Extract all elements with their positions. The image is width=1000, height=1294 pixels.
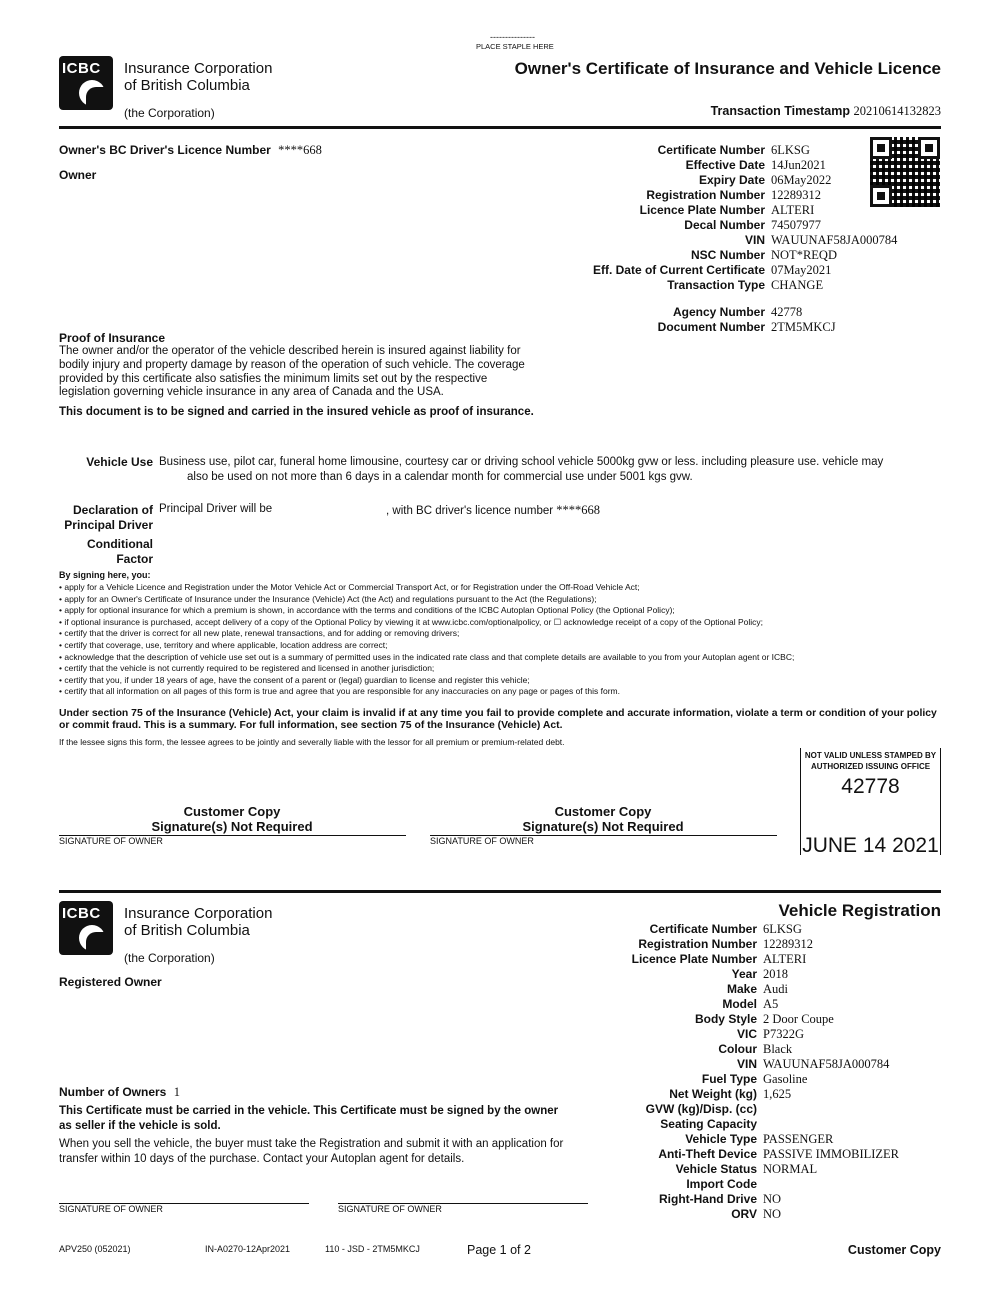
- field-row: [591, 952, 899, 967]
- field-label: VIN: [744, 233, 765, 247]
- stamp-label: [801, 750, 940, 772]
- bullet-text: acknowledge that the description of vehicle use set out is a summary of permitted uses in the indicated rate class and that complete details are available to you from your Autoplan agent or ICBC;: [64, 651, 795, 662]
- owner-label: Owner: [59, 168, 97, 182]
- signing-bullet: • apply for optional insurance for which a premium is shown, in accordance with the terms and conditions of the ICBC Autoplan Optional Policy (the Optional Policy);: [59, 605, 675, 616]
- signature-owner-1: SIGNATURE OF OWNER: [59, 836, 163, 846]
- bullet-text: certify that all information on all pages of this form is true and agree that you are responsible for any inaccuracies on any page or pages of this form.: [64, 686, 620, 697]
- field-row: [591, 1042, 899, 1057]
- field-label: Net Weight (kg): [669, 1087, 757, 1101]
- field-value: 12289312: [771, 188, 821, 202]
- corp-name-2: of British Columbia: [124, 77, 250, 94]
- field-label: Effective Date: [685, 158, 765, 172]
- field-row: [565, 143, 897, 158]
- vehicle-use-line: Business use, pilot car, funeral home limousine, courtesy car or driving school vehicle 5000kg gvw or less. including pleasure use. vehicle may: [159, 456, 884, 468]
- field-value: 1,625: [763, 1087, 792, 1101]
- field-value: NORMAL: [763, 1162, 818, 1176]
- field-row: [565, 173, 897, 188]
- carry-text: This Certificate must be carried in the vehicle. This Certificate must be signed by the owner as seller if the vehicle is sold.: [59, 1105, 559, 1132]
- field-value: PASSENGER: [763, 1132, 834, 1146]
- field-row: [565, 188, 897, 203]
- field-value: 74507977: [771, 218, 821, 232]
- conditional-label-1: Conditional: [87, 537, 153, 551]
- corp-name-1: Insurance Corporation: [124, 905, 273, 922]
- field-label: Vehicle Type: [685, 1132, 757, 1146]
- field-label: Colour: [718, 1042, 757, 1056]
- proof-line: bodily injury and property damage by reason of the operation of such vehicle. The coverage: [59, 358, 525, 371]
- customer-copy-1: [59, 804, 405, 834]
- field-label: Seating Capacity: [660, 1117, 757, 1131]
- field-label: Vehicle Status: [675, 1162, 757, 1176]
- bullet-text: if optional insurance is purchased, accept delivery of a copy of the Optional Policy by viewing it at www.icbc.com/optionalpolicy, or ☐ acknowledge receipt of a copy of the Optional Policy;: [64, 616, 764, 627]
- staple-label: PLACE STAPLE HERE: [476, 42, 554, 51]
- logo-text: ICBC: [62, 905, 101, 922]
- licence-value: ****668: [278, 143, 322, 157]
- proof-bold: This document is to be signed and carried in the insured vehicle as proof of insurance.: [59, 406, 534, 418]
- footer-copy: Customer Copy: [847, 1243, 941, 1257]
- signing-title: By signing here, you:: [59, 570, 151, 580]
- signature-not-required-label: Signature(s) Not Required: [151, 819, 313, 834]
- field-row: [591, 982, 899, 997]
- field-value: 42778: [771, 305, 803, 319]
- field-row: [591, 1027, 899, 1042]
- timestamp: [711, 104, 941, 119]
- field-row: [565, 305, 836, 320]
- icbc-logo-2: [59, 901, 113, 955]
- declaration-text: [159, 503, 272, 515]
- signature-not-required-label: Signature(s) Not Required: [522, 819, 684, 834]
- corp-sub: (the Corporation): [124, 951, 215, 965]
- field-label: Eff. Date of Current Certificate: [592, 263, 765, 277]
- field-label: GVW (kg)/Disp. (cc): [645, 1102, 757, 1116]
- field-value: A5: [763, 997, 779, 1011]
- field-row: [591, 1192, 899, 1207]
- stamp-date: JUNE 14 2021: [802, 834, 939, 857]
- customer-copy-2: [430, 804, 776, 834]
- signing-bullet: • certify that you, if under 18 years of age, have the consent of a parent or (legal) guardian to license and register this vehicle;: [59, 674, 530, 685]
- bullet-text: apply for a Vehicle Licence and Registration under the Motor Vehicle Act or Commercial Transport Act, or for Registration under the Off-Road Vehicle Act;: [64, 582, 640, 592]
- field-label: Registration Number: [646, 188, 765, 202]
- registration-title: Vehicle Registration: [778, 901, 941, 920]
- signing-bullet: • if optional insurance is purchased, accept delivery of a copy of the Optional Policy by viewing it at www.icbc.com/optionalpolicy, or ☐ acknowledge receipt of a copy of the Optional Policy;: [59, 616, 764, 627]
- field-value: ALTERI: [763, 952, 807, 966]
- corp-name-2: of British Columbia: [124, 922, 250, 939]
- conditional-factor-label: [59, 537, 153, 566]
- reg-signature-owner-1: SIGNATURE OF OWNER: [59, 1204, 163, 1214]
- field-row: [591, 1087, 899, 1102]
- signing-bullet: • apply for an Owner's Certificate of Insurance under the Insurance (Vehicle) Act (the Act) and regulations pursuant to the Act (the Regulations);: [59, 593, 597, 604]
- field-value: NO: [763, 1207, 782, 1221]
- field-row: [591, 1117, 899, 1132]
- owners-value: 1: [173, 1085, 180, 1099]
- bullet-text: apply for an Owner's Certificate of Insurance under the Insurance (Vehicle) Act (the Act) and regulations pursuant to the Act (the Regulations);: [64, 593, 597, 604]
- certificate-title: Owner's Certificate of Insurance and Vehicle Licence: [514, 59, 941, 78]
- field-value: 12289312: [763, 937, 813, 951]
- field-label: NSC Number: [690, 248, 765, 262]
- stamp-label-2: AUTHORIZED ISSUING OFFICE: [810, 762, 931, 771]
- field-row: [591, 1072, 899, 1087]
- field-row: [591, 1132, 899, 1147]
- bullet-text: certify that the vehicle is not currently required to be registered and licensed in another jurisdiction;: [64, 663, 435, 674]
- field-label: Import Code: [686, 1177, 757, 1191]
- proof-line: The owner and/or the operator of the vehicle described herein is insured against liability for: [59, 345, 521, 357]
- customer-copy-label: Customer Copy: [554, 804, 652, 819]
- agency-fields: [565, 305, 836, 335]
- corp-sub: (the Corporation): [124, 106, 215, 120]
- footer-form: APV250 (052021): [59, 1244, 131, 1254]
- signing-bullets: [59, 582, 794, 698]
- field-label: Decal Number: [684, 218, 765, 232]
- owners-label: Number of Owners: [59, 1085, 167, 1099]
- field-label: Year: [731, 967, 757, 981]
- registered-owner-label: Registered Owner: [59, 975, 162, 989]
- signing-bullet: • certify that coverage, use, territory and where applicable, location address are correct;: [59, 639, 388, 650]
- bullet-text: certify that the driver is correct for all new plate, renewal transactions, and for adding or removing drivers;: [64, 628, 460, 639]
- licence-number: [59, 143, 322, 158]
- field-label: ORV: [731, 1207, 757, 1221]
- stamp-label-1: NOT VALID UNLESS STAMPED BY: [804, 751, 937, 760]
- footer-code: IN-A0270-12Apr2021: [205, 1244, 291, 1254]
- signing-bullet: • certify that all information on all pages of this form is true and agree that you are responsible for any inaccuracies on any page or pages of this form.: [59, 686, 620, 697]
- field-label: VIN: [736, 1057, 757, 1071]
- section-75-text: Under section 75 of the Insurance (Vehicle) Act, your claim is invalid if at any time you fail to provide complete and accurate information, violate a term or condition of your policy or commit fraud. This is a summary. For full information, see section 75 of the Insurance (Vehicle) Act.: [59, 708, 937, 731]
- signature-owner-2: SIGNATURE OF OWNER: [430, 836, 534, 846]
- sell-text: When you sell the vehicle, the buyer must take the Registration and submit it with an application for transfer within 10 days of the purchase. Contact your Autoplan agent for details.: [59, 1138, 564, 1165]
- proof-title: Proof of Insurance: [59, 331, 166, 345]
- signing-bullet: • apply for a Vehicle Licence and Registration under the Motor Vehicle Act or Commercial Transport Act, or for Registration under the Off-Road Vehicle Act;: [59, 582, 640, 592]
- field-label: Fuel Type: [701, 1072, 757, 1086]
- field-value: 2 Door Coupe: [763, 1012, 834, 1026]
- footer-page: Page 1 of 2: [467, 1243, 531, 1257]
- signing-bullet: • acknowledge that the description of vehicle use set out is a summary of permitted uses in the indicated rate class and that complete details are available to you from your Autoplan agent or ICBC;: [59, 651, 795, 662]
- field-label: Right-Hand Drive: [658, 1192, 757, 1206]
- footer-ref: 110 - JSD - 2TM5MKCJ: [325, 1244, 420, 1254]
- field-value: 14Jun2021: [771, 158, 826, 172]
- field-row: [591, 1162, 899, 1177]
- field-row: [565, 248, 897, 263]
- field-row: [565, 263, 897, 278]
- licence-label: Owner's BC Driver's Licence Number: [59, 143, 271, 157]
- field-row: [591, 997, 899, 1012]
- field-row: [591, 922, 899, 937]
- field-value: Gasoline: [763, 1072, 808, 1086]
- field-label: Make: [726, 982, 757, 996]
- declaration-label-2: Principal Driver: [64, 517, 153, 532]
- qr-code: [870, 137, 940, 207]
- field-label: Transaction Type: [667, 278, 765, 292]
- field-label: Body Style: [694, 1012, 757, 1026]
- vehicle-use-label: Vehicle Use: [86, 455, 153, 469]
- field-value: P7322G: [763, 1027, 804, 1041]
- field-label: Certificate Number: [649, 922, 757, 936]
- field-label: Expiry Date: [698, 173, 765, 187]
- declaration-label-1: Declaration of: [72, 503, 153, 517]
- proof-line: provided by this certificate also satisfies the minimum limits set out by the respective: [59, 372, 488, 385]
- field-label: Anti-Theft Device: [658, 1147, 757, 1161]
- number-of-owners: [59, 1085, 180, 1100]
- field-value: Audi: [763, 982, 788, 996]
- bullet-text: certify that coverage, use, territory and where applicable, location address are correct;: [64, 639, 388, 650]
- field-row: [565, 218, 897, 233]
- timestamp-value: 20210614132823: [853, 104, 941, 118]
- top-rule: [59, 126, 941, 129]
- field-row: [591, 937, 899, 952]
- field-value: WAUUNAF58JA000784: [771, 233, 898, 247]
- proof-text: [59, 345, 525, 400]
- field-value: 6LKSG: [771, 143, 810, 157]
- field-row: [591, 1012, 899, 1027]
- field-value: ALTERI: [771, 203, 815, 217]
- field-label: Agency Number: [672, 305, 765, 319]
- vehicle-use-line: also be used on not more than 6 days in a calendar month for commercial use under 5001 kgs gvw.: [187, 470, 693, 483]
- declaration-licence-label: , with BC driver's licence number: [386, 505, 554, 517]
- lessee-text: If the lessee signs this form, the lessee agrees to be jointly and severally liable with the lessor for all premium or premium-related debt.: [59, 737, 565, 747]
- customer-copy-label: Customer Copy: [183, 804, 281, 819]
- stamp-right-border: [940, 748, 941, 855]
- bullet-text: apply for optional insurance for which a premium is shown, in accordance with the terms and conditions of the ICBC Autoplan Optional Policy (the Optional Policy);: [64, 605, 675, 616]
- field-value: NO: [763, 1192, 782, 1206]
- stamp-number: 42778: [841, 775, 900, 798]
- reg-signature-owner-2: SIGNATURE OF OWNER: [338, 1204, 442, 1214]
- field-row: [565, 203, 897, 218]
- logo-text: ICBC: [62, 60, 101, 77]
- staple-dashes: ---------------: [490, 32, 535, 42]
- field-row: [591, 1177, 899, 1192]
- middle-rule: [59, 890, 941, 893]
- field-value: PASSIVE IMMOBILIZER: [763, 1147, 900, 1161]
- field-label: Certificate Number: [657, 143, 765, 157]
- field-label: Licence Plate Number: [631, 952, 757, 966]
- signing-bullet: • certify that the driver is correct for all new plate, renewal transactions, and for adding or removing drivers;: [59, 628, 460, 639]
- field-value: 2018: [763, 967, 788, 981]
- field-value: CHANGE: [771, 278, 824, 292]
- corp-name-1: Insurance Corporation: [124, 60, 273, 77]
- icbc-logo: [59, 56, 113, 110]
- field-value: 2TM5MKCJ: [771, 320, 836, 334]
- bullet-text: certify that you, if under 18 years of age, have the consent of a parent or (legal) guardian to license and register this vehicle;: [64, 674, 530, 685]
- field-row: [565, 278, 897, 293]
- field-value: 07May2021: [771, 263, 832, 277]
- field-value: 06May2022: [771, 173, 832, 187]
- declaration-licence: ****668: [556, 503, 601, 517]
- field-row: [591, 1207, 899, 1222]
- field-label: Model: [722, 997, 757, 1011]
- cert-fields: [565, 143, 897, 293]
- field-value: Black: [763, 1042, 793, 1056]
- field-label: Registration Number: [638, 937, 757, 951]
- vehicle-use-text: [159, 455, 883, 484]
- field-row: [591, 1147, 899, 1162]
- declaration-text-1: Principal Driver will be: [159, 503, 273, 515]
- field-value: 6LKSG: [763, 922, 802, 936]
- field-label: VIC: [736, 1027, 757, 1041]
- field-row: [591, 967, 899, 982]
- field-row: [591, 1057, 899, 1072]
- declaration-text-2: [386, 503, 600, 518]
- field-label: Document Number: [657, 320, 765, 334]
- registration-fields: [591, 922, 899, 1222]
- field-row: [591, 1102, 899, 1117]
- field-row: [565, 233, 897, 248]
- field-row: [565, 158, 897, 173]
- timestamp-label: Transaction Timestamp: [710, 104, 851, 118]
- conditional-label-2: Factor: [116, 551, 153, 566]
- proof-line: legislation governing vehicle insurance in any area of Canada and the USA.: [59, 386, 444, 399]
- signing-bullet: • certify that the vehicle is not currently required to be registered and licensed in another jurisdiction;: [59, 663, 435, 674]
- declaration-label: [59, 503, 153, 532]
- field-row: [565, 320, 836, 335]
- field-value: NOT*REQD: [771, 248, 837, 262]
- field-label: Licence Plate Number: [639, 203, 765, 217]
- field-value: WAUUNAF58JA000784: [763, 1057, 890, 1071]
